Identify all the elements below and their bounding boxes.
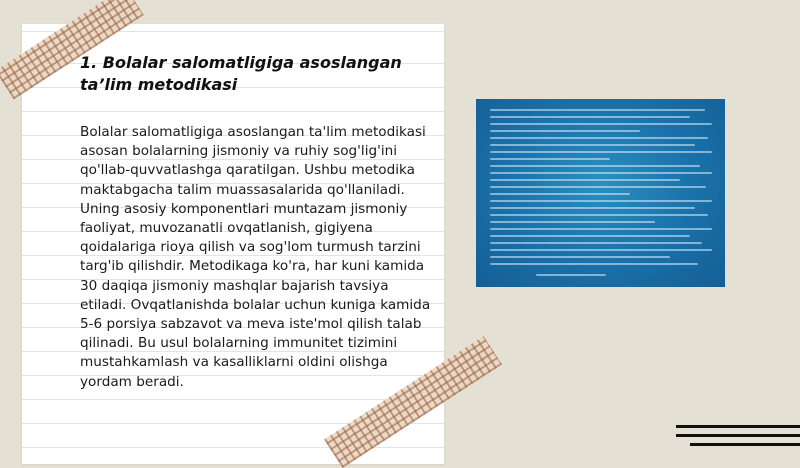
doc-image-line [490,235,690,237]
decorative-lines [676,418,800,448]
doc-image-line [490,130,640,132]
doc-image-line [490,137,708,139]
doc-image-line [490,165,700,167]
doc-image-line [490,207,695,209]
doc-image-line [490,151,712,153]
doc-image-line [490,221,655,223]
doc-image-line [490,193,630,195]
doc-image-line [490,200,712,202]
decor-line [676,434,800,437]
doc-image-line [490,109,705,111]
doc-image-line [490,186,706,188]
doc-image-line [490,228,712,230]
doc-image-line [490,242,702,244]
doc-image-line [490,179,680,181]
slide-body-text: Bolalar salomatligiga asoslangan ta'lim metodikasi asosan bolalarning jismoniy va ruhiy sog'lig'ini qo'llab-quvvatlashga qaratilgan. Ushbu metodika maktabgacha talim muassasalarida qo'llaniladi. Uning asosiy komponentlari muntazam jismoniy faoliyat, muvozanatli ovqatlanish, gigiyena qoidalariga rioya qilish va sog'lom turmush tarzini targ'ib qilishdir. Metodikaga ko'ra, har kuni kamida 30 daqiqa jismoniy mashqlar bajarish tavsiya etiladi. Ovqatlanishda bolalar uchun kuniga kamida 5-6 porsiya sabzavot va meva iste'mol qilish talab qilinadi. Bu usul bolalarning immunitet tizimini mustahkamlash va kasalliklarni oldini olishga yordam beradi. [80,124,431,390]
doc-image-line [490,263,698,265]
doc-image-line [490,256,670,258]
slide-title: 1. Bolalar salomatligiga asoslangan ta’lim metodikasi [80,53,402,94]
doc-image-line [490,158,610,160]
doc-image-line [490,249,712,251]
doc-image-line [490,144,695,146]
document-image [476,99,725,287]
doc-image-line [536,274,606,276]
doc-image-line [490,172,712,174]
decor-line [676,425,800,428]
doc-image-line [490,214,708,216]
doc-image-line [490,123,712,125]
doc-image-line [490,116,690,118]
decor-line [690,443,800,446]
